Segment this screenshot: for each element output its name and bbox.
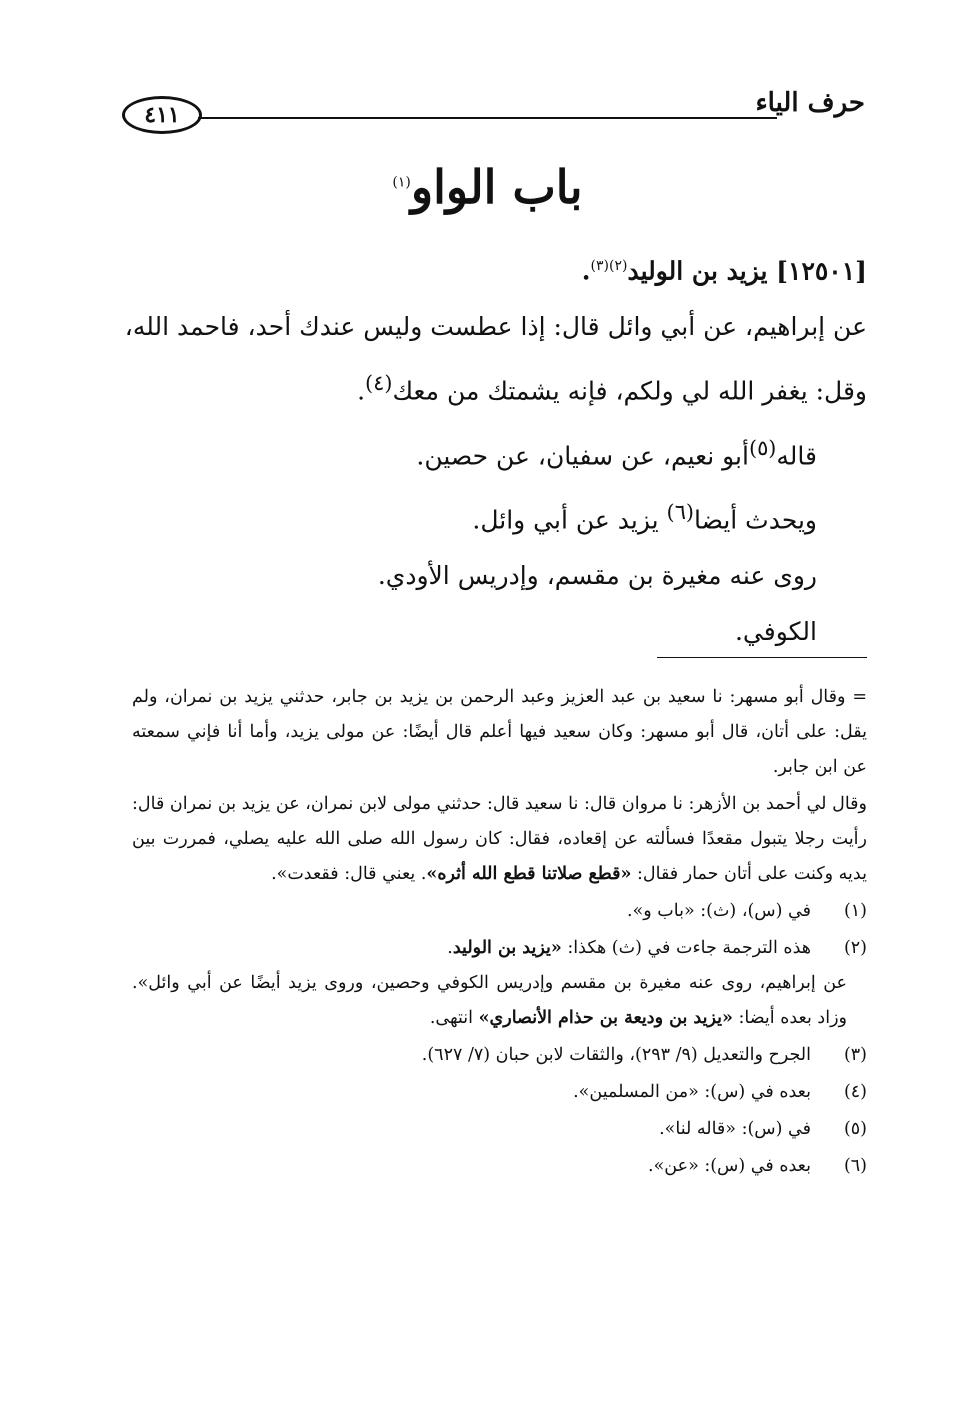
footnote-6: [132, 1149, 867, 1184]
page-number-badge: [122, 96, 202, 134]
entry-note-marks: (٢)(٣): [590, 258, 628, 274]
footnote-text: [132, 931, 811, 966]
footnote-number: (٣): [843, 1045, 867, 1065]
para2-hadith: «قطع صلاتنا قطع الله أثره»: [426, 864, 632, 884]
para2-text-a: وقال لي أحمد بن الأزهر: نا مروان قال: نا سعيد قال: حدثني مولى لابن نمران، عن يزيد بن نمران قال: رأيت رجلا يتبول مقعدًا فسألته عن إقعاده، فقال: كان رسول الله صلى الله عليه يصلي، فمررت بين يديه وكنت على أتان حمار فقال:: [132, 794, 867, 884]
footnote-2-cont-b: انتهى.: [429, 1008, 479, 1028]
footnote-5: [132, 1112, 867, 1147]
footnote-text: الجرح والتعديل (٩/ ٢٩٣)، والثقات لابن حبان (٧/ ٦٢٧).: [421, 1045, 811, 1065]
main-line-3-a: قاله: [776, 440, 817, 470]
footnote-2-bold: «يزيد بن الوليد: [452, 938, 562, 958]
footnote-2-cont-bold: «يزيد بن وديعة بن حذام الأنصاري»: [478, 1008, 733, 1028]
main-line-3-b: أبو نعيم، عن سفيان، عن حصين.: [416, 440, 749, 470]
entry-end: .: [581, 256, 591, 286]
header-rule: [198, 117, 777, 119]
main-line-4-mark: (٦): [666, 499, 695, 524]
footnote-separator: [657, 657, 867, 658]
footnote-continuation-1: = وقال أبو مسهر: نا سعيد بن عبد العزيز وعبد الرحمن بن يزيد بن جابر، حدثني يزيد بن نمران، ولم يقل: على أتان، قال أبو مسهر: وكان سعيد فيها أعلم قال أيضًا: عن مولى يزيد، وأما أنا فإني سمعته عن ابن جابر.: [132, 687, 867, 777]
footnote-2: [132, 931, 867, 966]
footnote-continuation-2: [132, 787, 867, 892]
main-line-6: الكوفي.: [734, 617, 817, 647]
main-line-5: روى عنه مغيرة بن مقسم، وإدريس الأودي.: [377, 561, 817, 591]
para2-text-b: . يعني قال: فقعدت».: [271, 864, 427, 884]
main-line-3: [100, 420, 867, 484]
page-number: ٤١١: [144, 102, 180, 128]
main-line-2-text: وقل: يغفر الله لي ولكم، فإنه يشمتك من معك: [392, 376, 867, 406]
main-line-2-end: .: [357, 376, 366, 406]
footnote-text: في (س): «قاله لنا».: [659, 1119, 811, 1139]
footnote-text: بعده في (س): «عن».: [648, 1156, 811, 1176]
footnote-text: بعده في (س): «من المسلمين».: [573, 1082, 811, 1102]
chapter-title: باب الواو: [410, 160, 583, 214]
footnote-2-continuation: [132, 966, 867, 1036]
entry-heading: [100, 238, 867, 299]
footnote-text: في (س)، (ث): «باب و».: [627, 901, 811, 921]
entry-number: [١٢٥٠١]: [776, 256, 867, 286]
main-line-2: [100, 355, 867, 419]
footnote-number: (٥): [843, 1119, 867, 1139]
main-line-3-mark: (٥): [748, 435, 777, 460]
main-text: [100, 238, 867, 660]
entry-name: يزيد بن الوليد: [627, 256, 768, 286]
footnote-number: (٤): [843, 1082, 867, 1102]
footnote-number: (١): [843, 901, 867, 921]
chapter-note-mark: (١): [392, 174, 411, 191]
footnote-3: [132, 1038, 867, 1073]
footnote-2-cont-a: عن إبراهيم، روى عنه مغيرة بن مقسم وإدريس الكوفي وحصين، وروى يزيد أيضًا عن أبي وائل». وزاد بعده أيضا:: [132, 973, 847, 1028]
footnotes: [132, 680, 867, 1184]
footnote-number: (٢): [843, 938, 867, 958]
main-line-4-a: ويحدث أيضا: [694, 505, 817, 535]
footnote-2-text-b: .: [447, 938, 453, 958]
main-line-4: [100, 484, 867, 548]
main-line-2-mark: (٤): [365, 371, 393, 396]
footnote-number: (٦): [843, 1156, 867, 1176]
running-header-title: حرف الياء: [755, 88, 865, 118]
main-line-1: عن إبراهيم، عن أبي وائل قال: إذا عطست وليس عندك أحد، فاحمد الله،: [124, 312, 867, 342]
main-line-4-b: يزيد عن أبي وائل.: [472, 505, 667, 535]
footnote-1: [132, 894, 867, 929]
footnote-4: [132, 1075, 867, 1110]
footnote-2-text-a: هذه الترجمة جاءت في (ث) هكذا:: [561, 938, 811, 958]
chapter-heading: [0, 160, 975, 214]
